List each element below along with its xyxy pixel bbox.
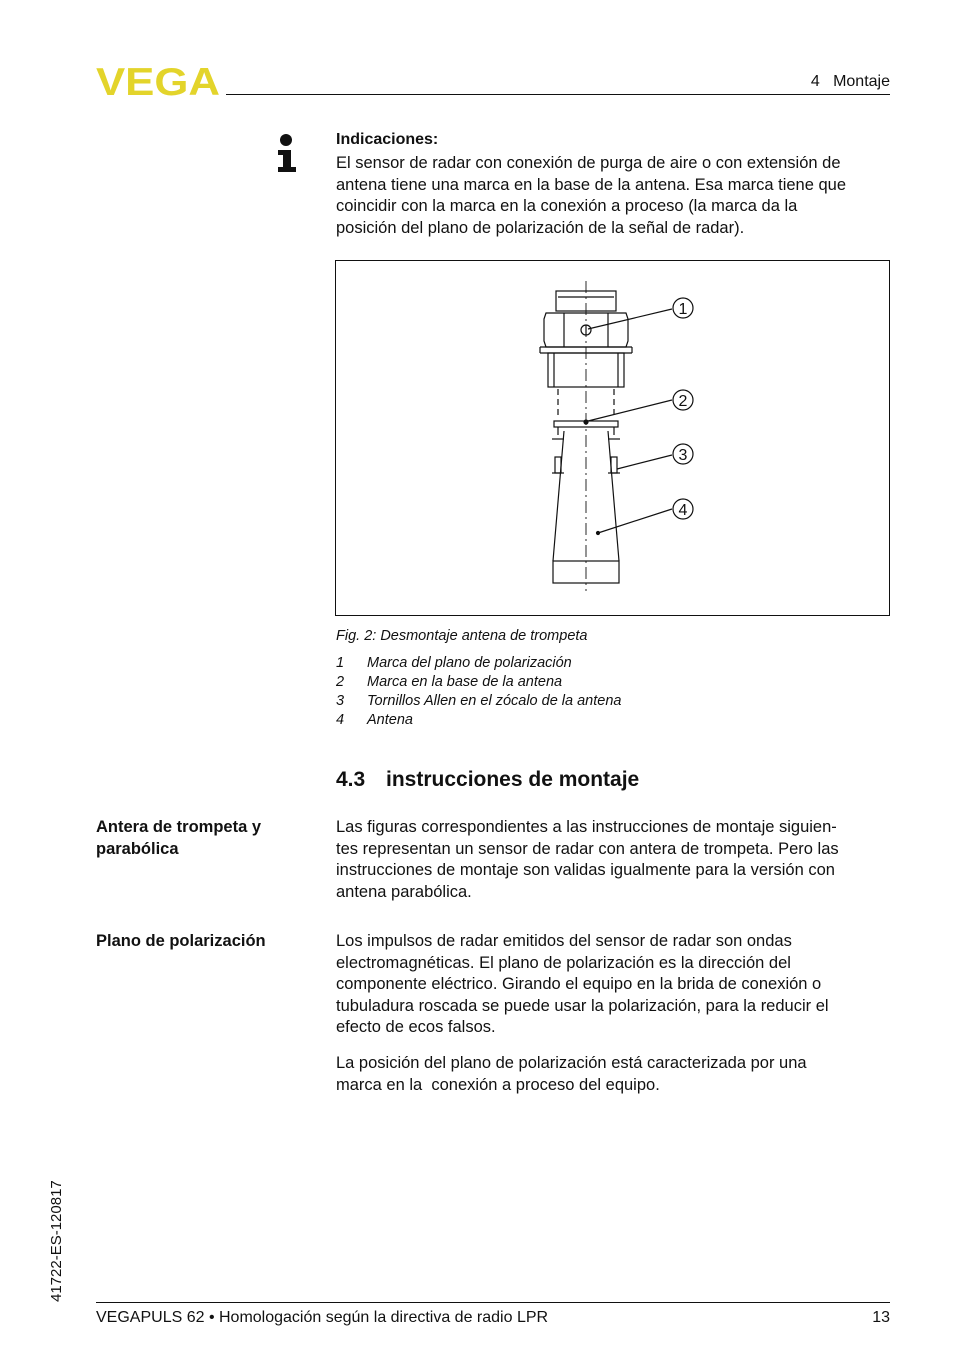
side-label-line: Plano de polarización	[96, 932, 266, 950]
side-label-line: parabólica	[96, 839, 179, 858]
vega-logo	[96, 64, 220, 98]
footer-title: VEGAPULS 62 • Homologación según la directiva de radio LPR	[96, 1309, 549, 1326]
paragraph-line: componente eléctrico. Girando el equipo en la brida de conexión o	[336, 975, 822, 994]
legend-text: Marca del plano de polarización	[367, 655, 572, 671]
callout-2-label: 2	[678, 393, 688, 410]
side-label-polarization	[96, 931, 296, 953]
note-title: Indicaciones:	[336, 131, 439, 148]
paragraph-line: tubuladura roscada se puede usar la polarización, para la reducir el	[336, 996, 829, 1015]
legend-text: Antena	[367, 712, 413, 728]
callout-3-label: 3	[678, 447, 688, 464]
section-number: 4.3	[336, 768, 366, 791]
side-label-horn-antenna	[96, 817, 296, 860]
horn-antenna-drawing	[336, 261, 889, 615]
legend-item	[336, 711, 621, 730]
legend-item	[336, 654, 621, 673]
paragraph-polarization-2	[336, 1053, 892, 1096]
logo-text: VEGA	[96, 64, 220, 98]
callout-1	[673, 298, 693, 318]
callout-4-label: 4	[678, 502, 688, 519]
legend-number: 4	[336, 712, 345, 728]
legend-text: Tornillos Allen en el zócalo de la antena	[367, 693, 622, 709]
note-line: coincidir con la marca en la conexión a proceso (la marca da la	[336, 197, 798, 216]
paragraph-line: La posición del plano de polarización está caracterizada por una	[336, 1054, 807, 1072]
legend-item	[336, 692, 621, 711]
paragraph-horn-antenna	[336, 817, 892, 903]
header-section-label: 4 Montaje	[810, 73, 890, 90]
paragraph-line: instrucciones de montaje son validas igualmente para la versión con	[336, 861, 835, 880]
paragraph-line: antena parabólica.	[336, 882, 472, 901]
legend-number: 2	[336, 674, 345, 690]
legend-text: Marca en la base de la antena	[367, 674, 563, 690]
callout-3	[673, 444, 693, 464]
figure-caption: Fig. 2: Desmontaje antena de trompeta	[336, 628, 588, 644]
figure-legend	[336, 654, 621, 730]
legend-number: 3	[336, 693, 345, 709]
paragraph-line: electromagnéticas. El plano de polarización es la dirección del	[336, 953, 791, 972]
note-body	[336, 153, 892, 239]
page-number: 13	[872, 1309, 890, 1326]
callout-2	[673, 390, 693, 410]
callout-1-label: 1	[678, 301, 688, 318]
note-line: posición del plano de polarización de la señal de radar).	[336, 218, 745, 237]
paragraph-line: Los impulsos de radar emitidos del sensor de radar son ondas	[336, 932, 792, 950]
legend-item	[336, 673, 621, 692]
document-code: 41722-ES-120817	[48, 1180, 65, 1302]
section-title: instrucciones de montaje	[386, 768, 640, 791]
paragraph-polarization-1	[336, 931, 892, 1039]
section-heading	[336, 768, 639, 792]
paragraph-line: efecto de ecos falsos.	[336, 1018, 496, 1037]
info-icon	[276, 134, 298, 174]
note-line: El sensor de radar con conexión de purga de aire o con extensión de	[336, 154, 841, 172]
paragraph-line: tes representan un sensor de radar con antera de trompeta. Pero las	[336, 839, 839, 858]
footer-rule	[96, 1302, 890, 1303]
paragraph-line: Las figuras correspondientes a las instrucciones de montaje siguien-	[336, 818, 837, 836]
side-label-line: Antera de trompeta y	[96, 818, 262, 836]
note-line: antena tiene una marca en la base de la antena. Esa marca tiene que	[336, 175, 847, 194]
callout-4	[673, 499, 693, 519]
paragraph-line: marca en la conexión a proceso del equipo.	[336, 1075, 660, 1094]
legend-number: 1	[336, 655, 345, 671]
header-rule	[226, 94, 890, 95]
